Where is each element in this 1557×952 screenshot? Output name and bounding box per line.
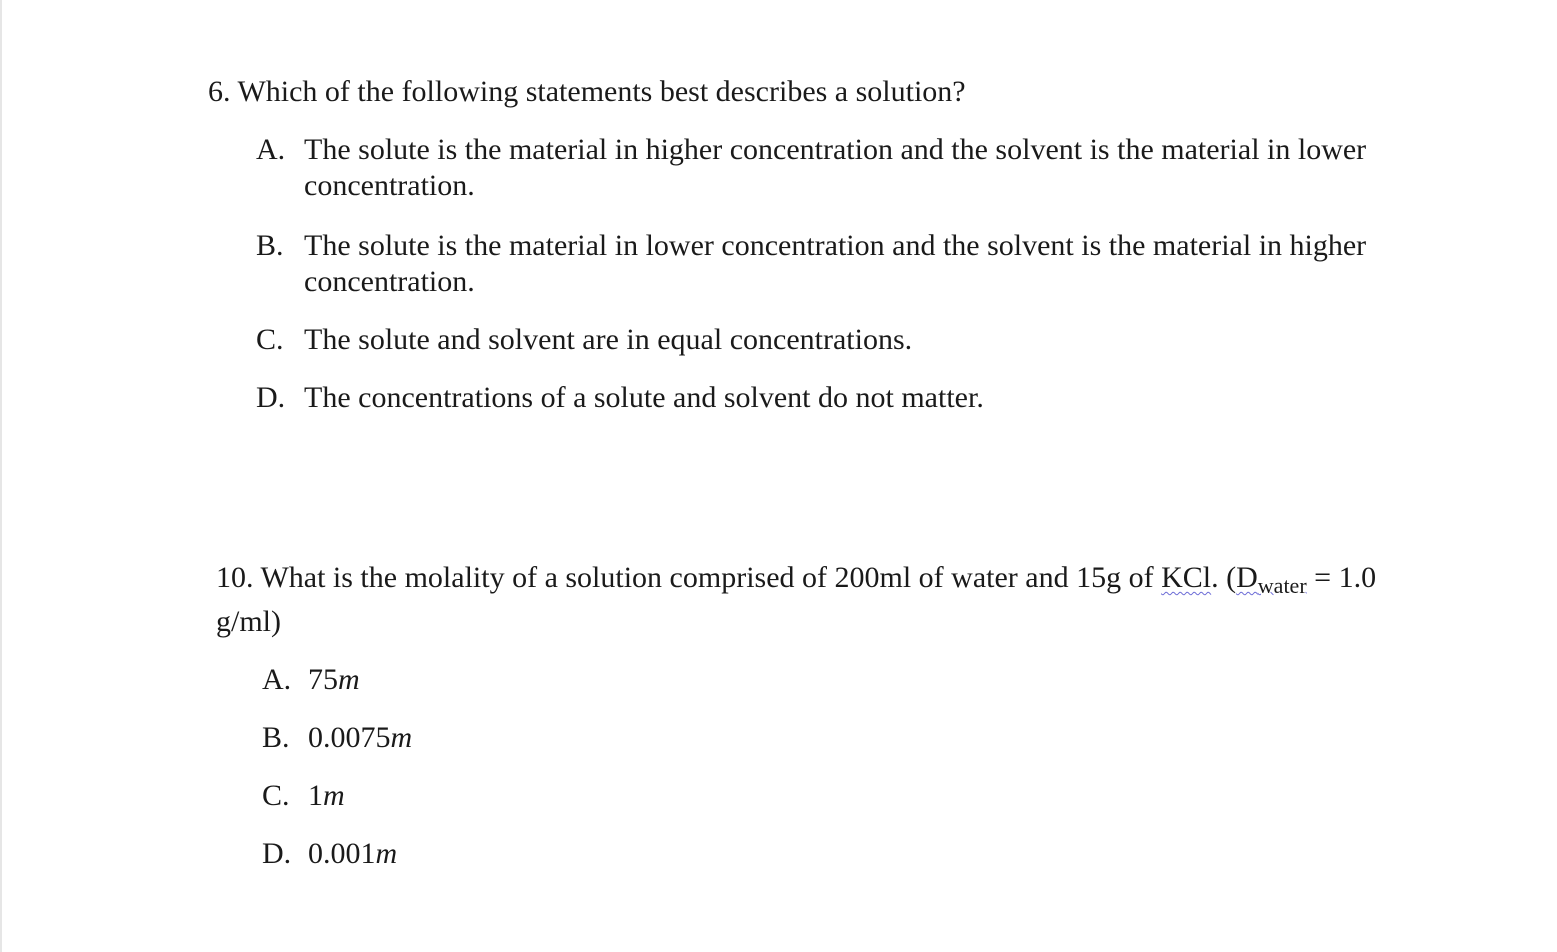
option-letter: A. — [256, 133, 286, 166]
option-number: 75 — [308, 663, 338, 696]
option-number: 1 — [308, 779, 323, 812]
option-value — [308, 662, 360, 698]
question-6-option-a — [208, 132, 1438, 204]
question-6 — [208, 74, 1438, 416]
question-6-options — [208, 132, 1438, 416]
option-letter: B. — [262, 721, 290, 754]
option-unit: m — [390, 721, 413, 754]
option-text: The solute is the material in higher concentration and the solvent is the material in lower concentration. — [304, 133, 1367, 202]
stem-text: 10. What is the molality of a solution comprised of 200ml of water and 15g of — [216, 561, 1162, 594]
question-10-option-a — [216, 662, 1436, 698]
option-unit: m — [338, 663, 360, 696]
density-subscript: water — [1257, 573, 1307, 598]
option-number: 0.0075 — [308, 721, 391, 754]
option-value — [308, 836, 397, 872]
question-10-options — [216, 662, 1436, 872]
density-label — [1236, 561, 1307, 598]
option-unit: m — [323, 779, 345, 812]
stem-text: . ( — [1211, 561, 1237, 594]
option-value — [308, 778, 345, 814]
option-text: The solute and solvent are in equal concentrations. — [304, 323, 913, 356]
question-10-option-d — [216, 836, 1436, 872]
question-10-stem — [216, 560, 1436, 640]
question-10 — [216, 560, 1436, 872]
option-letter: B. — [256, 229, 284, 262]
option-letter: D. — [262, 837, 292, 870]
option-text: The solute is the material in lower concentration and the solvent is the material in higher concentration. — [304, 229, 1367, 298]
question-6-option-c — [208, 322, 1438, 358]
option-number: 0.001 — [308, 837, 376, 870]
option-letter: D. — [256, 381, 286, 414]
question-10-option-c — [216, 778, 1436, 814]
option-unit: m — [375, 837, 398, 870]
option-text: The concentrations of a solute and solvent do not matter. — [304, 381, 984, 414]
question-6-option-d — [208, 380, 1438, 416]
question-6-option-b — [208, 228, 1438, 300]
page-left-edge — [0, 0, 2, 952]
option-value — [308, 720, 412, 756]
option-letter: A. — [262, 663, 292, 696]
density-symbol: D — [1236, 561, 1258, 594]
compound-kcl: KCl — [1161, 561, 1212, 594]
stem-text: = 1.0 g/ml) — [216, 561, 1377, 638]
option-letter: C. — [256, 323, 284, 356]
question-6-stem: 6. Which of the following statements best describes a solution? — [208, 75, 966, 108]
question-10-option-b — [216, 720, 1436, 756]
option-letter: C. — [262, 779, 290, 812]
